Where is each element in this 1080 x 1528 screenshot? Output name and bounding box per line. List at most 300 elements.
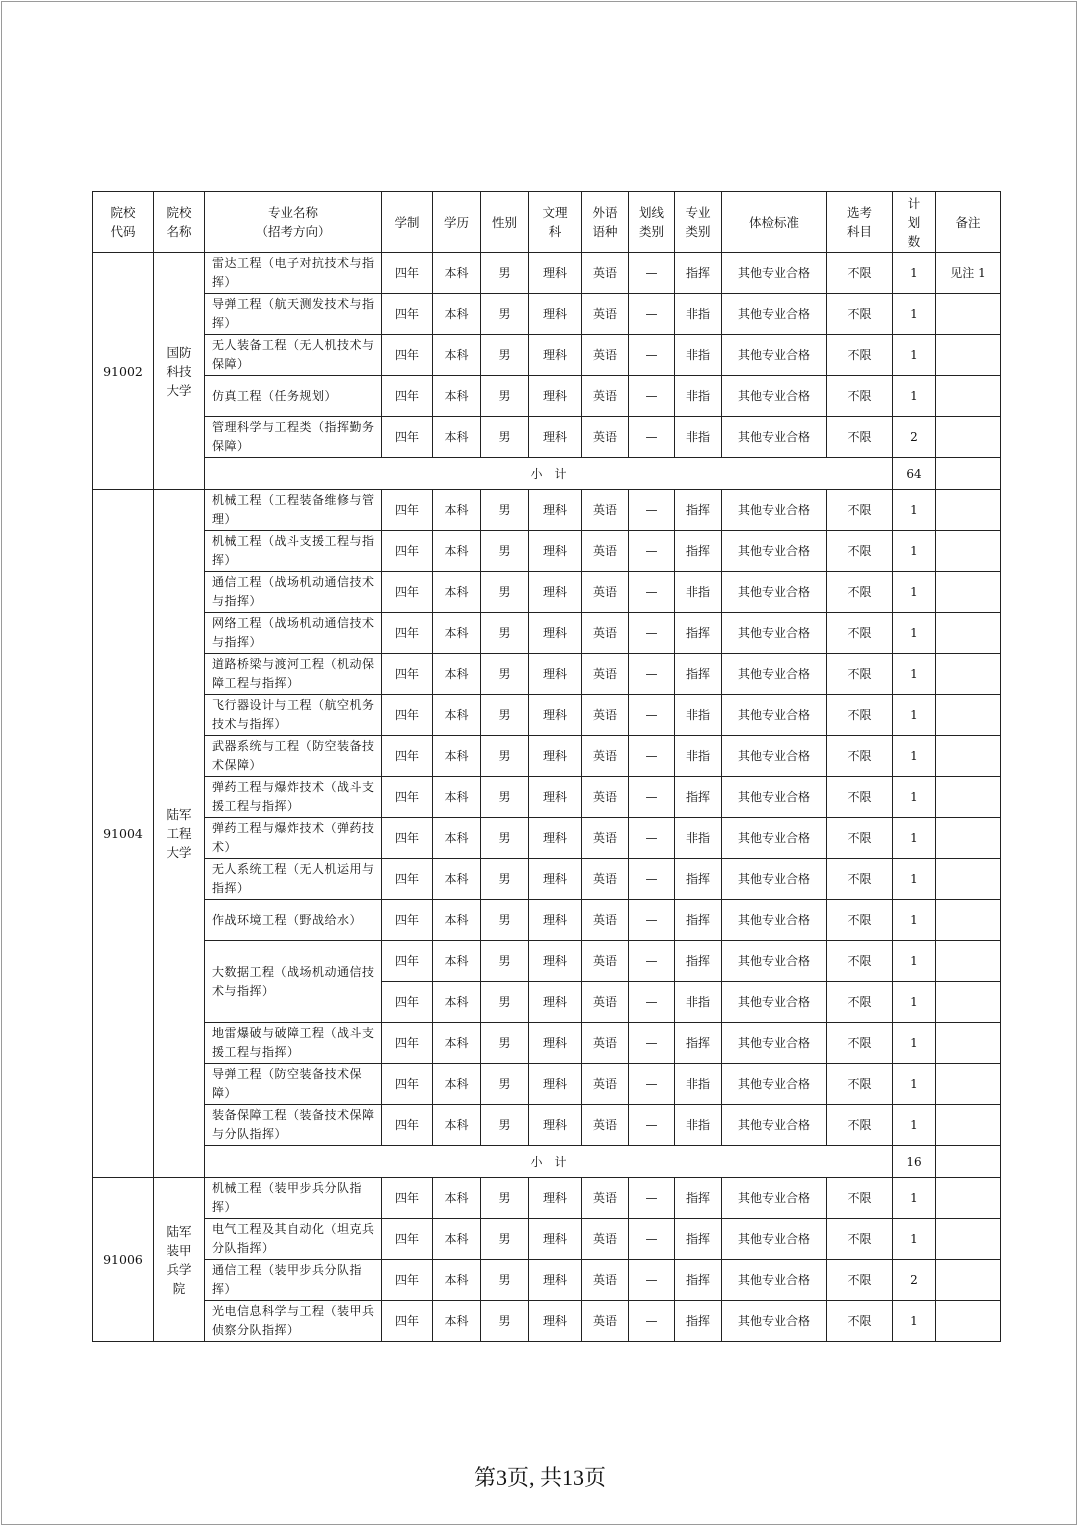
major-cell: 道路桥梁与渡河工程（机动保障工程与指挥） bbox=[205, 654, 382, 695]
header-length: 学制 bbox=[382, 192, 433, 253]
major-cell: 机械工程（工程装备维修与管理） bbox=[205, 490, 382, 531]
subject-cell: 不限 bbox=[827, 572, 893, 613]
line-type-cell: — bbox=[629, 531, 675, 572]
major-cell: 机械工程（装甲步兵分队指挥） bbox=[205, 1178, 382, 1219]
table-header-row bbox=[93, 192, 1001, 253]
line-type-cell: — bbox=[629, 335, 675, 376]
gender-cell: 男 bbox=[481, 253, 529, 294]
gender-cell: 男 bbox=[481, 695, 529, 736]
degree-cell: 本科 bbox=[433, 335, 481, 376]
gender-cell: 男 bbox=[481, 859, 529, 900]
subtotal-note bbox=[936, 1146, 1001, 1178]
track-cell: 理科 bbox=[529, 294, 582, 335]
category-cell: 指挥 bbox=[675, 1023, 722, 1064]
header-school-name: 院校名称 bbox=[154, 192, 205, 253]
major-cell: 电气工程及其自动化（坦克兵分队指挥） bbox=[205, 1219, 382, 1260]
major-cell: 光电信息科学与工程（装甲兵侦察分队指挥） bbox=[205, 1301, 382, 1342]
degree-cell: 本科 bbox=[433, 1064, 481, 1105]
major-cell: 弹药工程与爆炸技术（弹药技术） bbox=[205, 818, 382, 859]
subtotal-note bbox=[936, 458, 1001, 490]
subtotal-row bbox=[93, 1146, 1001, 1178]
subject-cell: 不限 bbox=[827, 695, 893, 736]
plan-cell: 1 bbox=[893, 736, 936, 777]
length-cell: 四年 bbox=[382, 253, 433, 294]
gender-cell: 男 bbox=[481, 777, 529, 818]
note-cell bbox=[936, 1178, 1001, 1219]
gender-cell: 男 bbox=[481, 736, 529, 777]
note-cell bbox=[936, 900, 1001, 941]
category-cell: 非指 bbox=[675, 335, 722, 376]
line-type-cell: — bbox=[629, 1064, 675, 1105]
major-cell: 通信工程（战场机动通信技术与指挥） bbox=[205, 572, 382, 613]
language-cell: 英语 bbox=[582, 1178, 629, 1219]
table-row bbox=[93, 736, 1001, 777]
degree-cell: 本科 bbox=[433, 1178, 481, 1219]
subject-cell: 不限 bbox=[827, 859, 893, 900]
plan-cell: 1 bbox=[893, 941, 936, 982]
plan-cell: 1 bbox=[893, 654, 936, 695]
subject-cell: 不限 bbox=[827, 818, 893, 859]
line-type-cell: — bbox=[629, 253, 675, 294]
language-cell: 英语 bbox=[582, 335, 629, 376]
health-cell: 其他专业合格 bbox=[722, 695, 827, 736]
gender-cell: 男 bbox=[481, 490, 529, 531]
gender-cell: 男 bbox=[481, 531, 529, 572]
health-cell: 其他专业合格 bbox=[722, 417, 827, 458]
track-cell: 理科 bbox=[529, 376, 582, 417]
category-cell: 非指 bbox=[675, 417, 722, 458]
length-cell: 四年 bbox=[382, 777, 433, 818]
major-cell: 网络工程（战场机动通信技术与指挥） bbox=[205, 613, 382, 654]
subject-cell: 不限 bbox=[827, 1064, 893, 1105]
table-row bbox=[93, 859, 1001, 900]
table-row bbox=[93, 941, 1001, 982]
degree-cell: 本科 bbox=[433, 818, 481, 859]
gender-cell: 男 bbox=[481, 1301, 529, 1342]
note-cell bbox=[936, 1219, 1001, 1260]
track-cell: 理科 bbox=[529, 417, 582, 458]
plan-cell: 1 bbox=[893, 859, 936, 900]
subject-cell: 不限 bbox=[827, 253, 893, 294]
major-cell: 通信工程（装甲步兵分队指挥） bbox=[205, 1260, 382, 1301]
header-language: 外语语种 bbox=[582, 192, 629, 253]
table-row bbox=[93, 1178, 1001, 1219]
line-type-cell: — bbox=[629, 1260, 675, 1301]
degree-cell: 本科 bbox=[433, 613, 481, 654]
subtotal-label: 小 计 bbox=[205, 1146, 893, 1178]
major-cell: 作战环境工程（野战给水） bbox=[205, 900, 382, 941]
category-cell: 非指 bbox=[675, 1105, 722, 1146]
table-row bbox=[93, 777, 1001, 818]
health-cell: 其他专业合格 bbox=[722, 1301, 827, 1342]
subject-cell: 不限 bbox=[827, 490, 893, 531]
track-cell: 理科 bbox=[529, 695, 582, 736]
health-cell: 其他专业合格 bbox=[722, 376, 827, 417]
health-cell: 其他专业合格 bbox=[722, 941, 827, 982]
subtotal-value: 16 bbox=[893, 1146, 936, 1178]
length-cell: 四年 bbox=[382, 1178, 433, 1219]
note-cell bbox=[936, 982, 1001, 1023]
category-cell: 指挥 bbox=[675, 654, 722, 695]
language-cell: 英语 bbox=[582, 941, 629, 982]
line-type-cell: — bbox=[629, 1023, 675, 1064]
plan-cell: 1 bbox=[893, 777, 936, 818]
category-cell: 非指 bbox=[675, 982, 722, 1023]
degree-cell: 本科 bbox=[433, 294, 481, 335]
subject-cell: 不限 bbox=[827, 335, 893, 376]
subtotal-value: 64 bbox=[893, 458, 936, 490]
degree-cell: 本科 bbox=[433, 253, 481, 294]
language-cell: 英语 bbox=[582, 695, 629, 736]
note-cell bbox=[936, 1064, 1001, 1105]
plan-cell: 1 bbox=[893, 695, 936, 736]
health-cell: 其他专业合格 bbox=[722, 777, 827, 818]
health-cell: 其他专业合格 bbox=[722, 818, 827, 859]
major-cell: 武器系统与工程（防空装备技术保障） bbox=[205, 736, 382, 777]
subject-cell: 不限 bbox=[827, 1301, 893, 1342]
length-cell: 四年 bbox=[382, 490, 433, 531]
table-row bbox=[93, 900, 1001, 941]
line-type-cell: — bbox=[629, 376, 675, 417]
degree-cell: 本科 bbox=[433, 982, 481, 1023]
health-cell: 其他专业合格 bbox=[722, 736, 827, 777]
health-cell: 其他专业合格 bbox=[722, 654, 827, 695]
health-cell: 其他专业合格 bbox=[722, 1219, 827, 1260]
length-cell: 四年 bbox=[382, 1064, 433, 1105]
gender-cell: 男 bbox=[481, 1023, 529, 1064]
table-row bbox=[93, 1023, 1001, 1064]
category-cell: 指挥 bbox=[675, 777, 722, 818]
note-cell: 见注 1 bbox=[936, 253, 1001, 294]
header-major-title: 专业名称 bbox=[267, 205, 318, 220]
category-cell: 指挥 bbox=[675, 531, 722, 572]
track-cell: 理科 bbox=[529, 613, 582, 654]
table-row bbox=[93, 1260, 1001, 1301]
track-cell: 理科 bbox=[529, 1260, 582, 1301]
degree-cell: 本科 bbox=[433, 376, 481, 417]
line-type-cell: — bbox=[629, 777, 675, 818]
length-cell: 四年 bbox=[382, 376, 433, 417]
gender-cell: 男 bbox=[481, 941, 529, 982]
header-degree: 学历 bbox=[433, 192, 481, 253]
health-cell: 其他专业合格 bbox=[722, 335, 827, 376]
health-cell: 其他专业合格 bbox=[722, 859, 827, 900]
length-cell: 四年 bbox=[382, 1219, 433, 1260]
note-cell bbox=[936, 736, 1001, 777]
track-cell: 理科 bbox=[529, 253, 582, 294]
subject-cell: 不限 bbox=[827, 1219, 893, 1260]
plan-cell: 1 bbox=[893, 1301, 936, 1342]
gender-cell: 男 bbox=[481, 417, 529, 458]
subject-cell: 不限 bbox=[827, 1105, 893, 1146]
subtotal-label: 小 计 bbox=[205, 458, 893, 490]
subject-cell: 不限 bbox=[827, 900, 893, 941]
category-cell: 非指 bbox=[675, 736, 722, 777]
subject-cell: 不限 bbox=[827, 294, 893, 335]
track-cell: 理科 bbox=[529, 654, 582, 695]
major-cell: 地雷爆破与破障工程（战斗支援工程与指挥） bbox=[205, 1023, 382, 1064]
subject-cell: 不限 bbox=[827, 1260, 893, 1301]
plan-cell: 1 bbox=[893, 572, 936, 613]
plan-cell: 1 bbox=[893, 335, 936, 376]
major-cell: 机械工程（战斗支援工程与指挥） bbox=[205, 531, 382, 572]
note-cell bbox=[936, 777, 1001, 818]
subtotal-row bbox=[93, 458, 1001, 490]
line-type-cell: — bbox=[629, 490, 675, 531]
plan-cell: 1 bbox=[893, 294, 936, 335]
note-cell bbox=[936, 613, 1001, 654]
degree-cell: 本科 bbox=[433, 1301, 481, 1342]
plan-cell: 1 bbox=[893, 900, 936, 941]
note-cell bbox=[936, 572, 1001, 613]
language-cell: 英语 bbox=[582, 654, 629, 695]
language-cell: 英语 bbox=[582, 777, 629, 818]
category-cell: 非指 bbox=[675, 376, 722, 417]
major-cell: 大数据工程（战场机动通信技术与指挥） bbox=[205, 941, 382, 1023]
category-cell: 指挥 bbox=[675, 253, 722, 294]
language-cell: 英语 bbox=[582, 294, 629, 335]
length-cell: 四年 bbox=[382, 572, 433, 613]
gender-cell: 男 bbox=[481, 900, 529, 941]
table-row bbox=[93, 1301, 1001, 1342]
degree-cell: 本科 bbox=[433, 736, 481, 777]
track-cell: 理科 bbox=[529, 1105, 582, 1146]
line-type-cell: — bbox=[629, 695, 675, 736]
track-cell: 理科 bbox=[529, 818, 582, 859]
note-cell bbox=[936, 490, 1001, 531]
gender-cell: 男 bbox=[481, 613, 529, 654]
language-cell: 英语 bbox=[582, 253, 629, 294]
table-row bbox=[93, 818, 1001, 859]
line-type-cell: — bbox=[629, 1105, 675, 1146]
table-row bbox=[93, 1064, 1001, 1105]
school-name-cell: 国防科技大学 bbox=[154, 253, 205, 490]
header-category: 专业类别 bbox=[675, 192, 722, 253]
note-cell bbox=[936, 294, 1001, 335]
plan-cell: 2 bbox=[893, 1260, 936, 1301]
table-row bbox=[93, 1105, 1001, 1146]
gender-cell: 男 bbox=[481, 376, 529, 417]
line-type-cell: — bbox=[629, 1301, 675, 1342]
track-cell: 理科 bbox=[529, 736, 582, 777]
language-cell: 英语 bbox=[582, 1301, 629, 1342]
line-type-cell: — bbox=[629, 613, 675, 654]
gender-cell: 男 bbox=[481, 1064, 529, 1105]
plan-cell: 1 bbox=[893, 1219, 936, 1260]
gender-cell: 男 bbox=[481, 1219, 529, 1260]
track-cell: 理科 bbox=[529, 490, 582, 531]
category-cell: 指挥 bbox=[675, 1301, 722, 1342]
header-school-code: 院校代码 bbox=[93, 192, 154, 253]
table-row bbox=[93, 531, 1001, 572]
header-track: 文理科 bbox=[529, 192, 582, 253]
degree-cell: 本科 bbox=[433, 654, 481, 695]
note-cell bbox=[936, 859, 1001, 900]
line-type-cell: — bbox=[629, 1219, 675, 1260]
track-cell: 理科 bbox=[529, 572, 582, 613]
subject-cell: 不限 bbox=[827, 736, 893, 777]
category-cell: 指挥 bbox=[675, 941, 722, 982]
note-cell bbox=[936, 1301, 1001, 1342]
language-cell: 英语 bbox=[582, 490, 629, 531]
language-cell: 英语 bbox=[582, 531, 629, 572]
table-row bbox=[93, 654, 1001, 695]
track-cell: 理科 bbox=[529, 859, 582, 900]
category-cell: 非指 bbox=[675, 695, 722, 736]
subject-cell: 不限 bbox=[827, 982, 893, 1023]
note-cell bbox=[936, 376, 1001, 417]
table-row bbox=[93, 1219, 1001, 1260]
length-cell: 四年 bbox=[382, 818, 433, 859]
health-cell: 其他专业合格 bbox=[722, 253, 827, 294]
health-cell: 其他专业合格 bbox=[722, 1023, 827, 1064]
plan-cell: 1 bbox=[893, 613, 936, 654]
degree-cell: 本科 bbox=[433, 900, 481, 941]
length-cell: 四年 bbox=[382, 941, 433, 982]
plan-cell: 1 bbox=[893, 982, 936, 1023]
category-cell: 非指 bbox=[675, 294, 722, 335]
plan-cell: 1 bbox=[893, 1105, 936, 1146]
track-cell: 理科 bbox=[529, 531, 582, 572]
subject-cell: 不限 bbox=[827, 376, 893, 417]
note-cell bbox=[936, 695, 1001, 736]
health-cell: 其他专业合格 bbox=[722, 1260, 827, 1301]
length-cell: 四年 bbox=[382, 613, 433, 654]
major-cell: 导弹工程（航天测发技术与指挥） bbox=[205, 294, 382, 335]
track-cell: 理科 bbox=[529, 1064, 582, 1105]
category-cell: 指挥 bbox=[675, 613, 722, 654]
major-cell: 飞行器设计与工程（航空机务技术与指挥） bbox=[205, 695, 382, 736]
line-type-cell: — bbox=[629, 654, 675, 695]
header-plan: 计划数 bbox=[893, 192, 936, 253]
category-cell: 指挥 bbox=[675, 490, 722, 531]
track-cell: 理科 bbox=[529, 941, 582, 982]
health-cell: 其他专业合格 bbox=[722, 982, 827, 1023]
table-row bbox=[93, 572, 1001, 613]
header-gender: 性别 bbox=[481, 192, 529, 253]
line-type-cell: — bbox=[629, 572, 675, 613]
health-cell: 其他专业合格 bbox=[722, 531, 827, 572]
length-cell: 四年 bbox=[382, 736, 433, 777]
note-cell bbox=[936, 654, 1001, 695]
table-row bbox=[93, 294, 1001, 335]
table-row bbox=[93, 335, 1001, 376]
track-cell: 理科 bbox=[529, 982, 582, 1023]
line-type-cell: — bbox=[629, 294, 675, 335]
degree-cell: 本科 bbox=[433, 490, 481, 531]
plan-cell: 1 bbox=[893, 490, 936, 531]
length-cell: 四年 bbox=[382, 900, 433, 941]
length-cell: 四年 bbox=[382, 1023, 433, 1064]
category-cell: 指挥 bbox=[675, 1219, 722, 1260]
note-cell bbox=[936, 417, 1001, 458]
school-code-cell: 91002 bbox=[93, 253, 154, 490]
plan-cell: 1 bbox=[893, 1023, 936, 1064]
major-cell: 导弹工程（防空装备技术保障） bbox=[205, 1064, 382, 1105]
line-type-cell: — bbox=[629, 941, 675, 982]
degree-cell: 本科 bbox=[433, 1260, 481, 1301]
health-cell: 其他专业合格 bbox=[722, 1064, 827, 1105]
table-row bbox=[93, 417, 1001, 458]
header-health: 体检标准 bbox=[722, 192, 827, 253]
gender-cell: 男 bbox=[481, 654, 529, 695]
degree-cell: 本科 bbox=[433, 1023, 481, 1064]
table-row bbox=[93, 253, 1001, 294]
language-cell: 英语 bbox=[582, 1260, 629, 1301]
line-type-cell: — bbox=[629, 982, 675, 1023]
plan-cell: 1 bbox=[893, 1178, 936, 1219]
gender-cell: 男 bbox=[481, 294, 529, 335]
plan-cell: 2 bbox=[893, 417, 936, 458]
note-cell bbox=[936, 335, 1001, 376]
note-cell bbox=[936, 1023, 1001, 1064]
school-code-cell: 91004 bbox=[93, 490, 154, 1178]
category-cell: 非指 bbox=[675, 818, 722, 859]
language-cell: 英语 bbox=[582, 417, 629, 458]
note-cell bbox=[936, 818, 1001, 859]
track-cell: 理科 bbox=[529, 1301, 582, 1342]
length-cell: 四年 bbox=[382, 695, 433, 736]
gender-cell: 男 bbox=[481, 572, 529, 613]
language-cell: 英语 bbox=[582, 1219, 629, 1260]
major-cell: 无人系统工程（无人机运用与指挥） bbox=[205, 859, 382, 900]
language-cell: 英语 bbox=[582, 859, 629, 900]
gender-cell: 男 bbox=[481, 818, 529, 859]
category-cell: 指挥 bbox=[675, 1260, 722, 1301]
degree-cell: 本科 bbox=[433, 941, 481, 982]
major-cell: 无人装备工程（无人机技术与保障） bbox=[205, 335, 382, 376]
school-name-cell: 陆军装甲兵学院 bbox=[154, 1178, 205, 1342]
line-type-cell: — bbox=[629, 736, 675, 777]
language-cell: 英语 bbox=[582, 982, 629, 1023]
plan-cell: 1 bbox=[893, 1064, 936, 1105]
school-code-cell: 91006 bbox=[93, 1178, 154, 1342]
health-cell: 其他专业合格 bbox=[722, 900, 827, 941]
length-cell: 四年 bbox=[382, 531, 433, 572]
language-cell: 英语 bbox=[582, 1105, 629, 1146]
header-major-subtitle: （招考方向） bbox=[255, 224, 331, 239]
gender-cell: 男 bbox=[481, 1105, 529, 1146]
enrollment-plan-table bbox=[92, 191, 1001, 1342]
language-cell: 英语 bbox=[582, 572, 629, 613]
subject-cell: 不限 bbox=[827, 417, 893, 458]
major-cell: 管理科学与工程类（指挥勤务保障） bbox=[205, 417, 382, 458]
health-cell: 其他专业合格 bbox=[722, 1105, 827, 1146]
note-cell bbox=[936, 1105, 1001, 1146]
major-cell: 雷达工程（电子对抗技术与指挥） bbox=[205, 253, 382, 294]
note-cell bbox=[936, 1260, 1001, 1301]
subject-cell: 不限 bbox=[827, 777, 893, 818]
table-row bbox=[93, 613, 1001, 654]
language-cell: 英语 bbox=[582, 818, 629, 859]
subject-cell: 不限 bbox=[827, 1023, 893, 1064]
degree-cell: 本科 bbox=[433, 695, 481, 736]
length-cell: 四年 bbox=[382, 1260, 433, 1301]
plan-cell: 1 bbox=[893, 376, 936, 417]
length-cell: 四年 bbox=[382, 654, 433, 695]
gender-cell: 男 bbox=[481, 1260, 529, 1301]
track-cell: 理科 bbox=[529, 335, 582, 376]
health-cell: 其他专业合格 bbox=[722, 490, 827, 531]
track-cell: 理科 bbox=[529, 900, 582, 941]
header-major bbox=[205, 192, 382, 253]
language-cell: 英语 bbox=[582, 900, 629, 941]
degree-cell: 本科 bbox=[433, 1219, 481, 1260]
header-line-type: 划线类别 bbox=[629, 192, 675, 253]
length-cell: 四年 bbox=[382, 1105, 433, 1146]
category-cell: 指挥 bbox=[675, 1178, 722, 1219]
category-cell: 非指 bbox=[675, 572, 722, 613]
